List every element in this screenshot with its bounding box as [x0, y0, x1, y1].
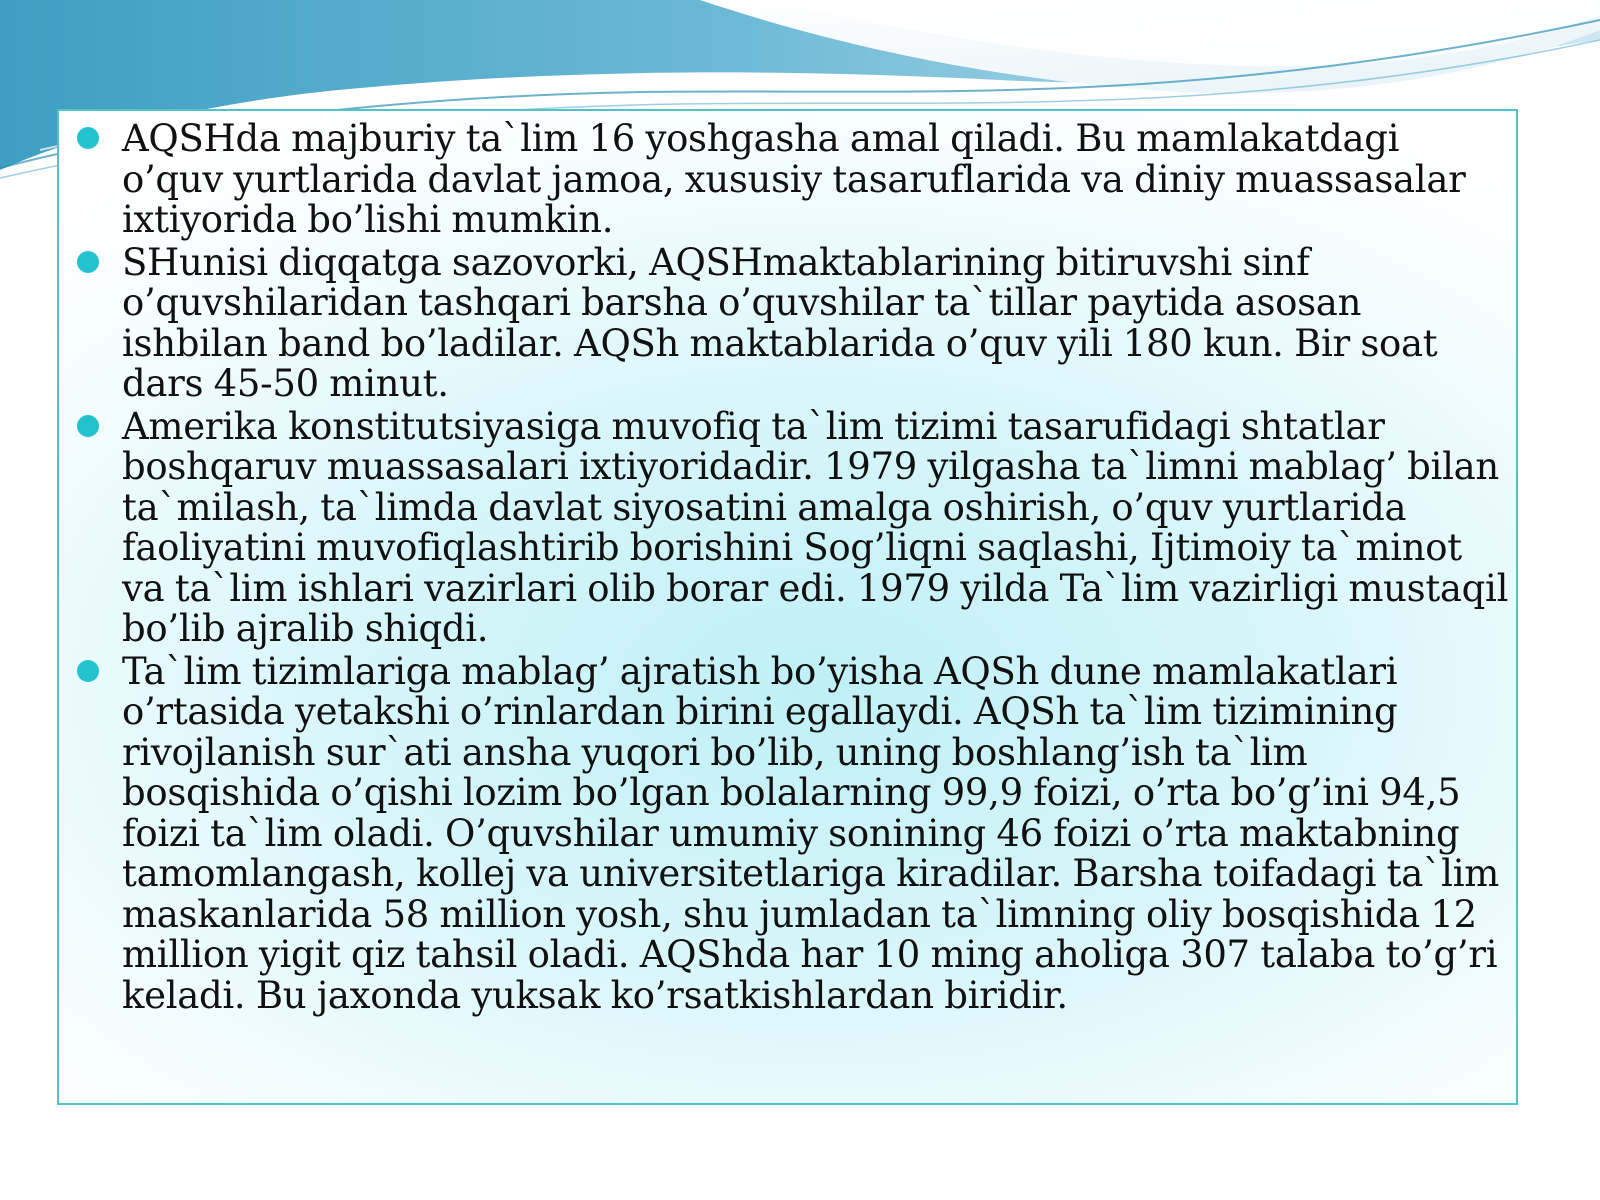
bullet-item [59, 649, 1520, 1017]
bullet-text: Ta`lim tizimlariga mablag’ ajratish bo’yisha AQSh dune mamlakatlari o’rtasida yetakshi o’rinlardan birini egallaydi. AQSh ta`lim tizimining rivojlanish sur`ati ansha yuqori bo’lib, uning boshlang’ish ta`lim bosqishida o’qishi lozim bo’lgan bolalarning 99,9 foizi, o’rta bo’g’ini 94,5 foizi ta`lim oladi. O’quvshilar umumiy sonining 46 foizi o’rta maktabning tamomlangash, kollej va universitetlariga kiradilar. Barsha toifadagi ta`lim maskanlarida 58 million yosh, shu jumladan ta`limning oliy bosqishida 12 million yigit qiz tahsil oladi. AQShda har 10 ming aholiga 307 talaba to’g’ri keladi. Bu jaxonda yuksak ko’rsatkishlardan biridir. [122, 649, 1500, 1017]
bullet-item [59, 404, 1520, 650]
bullet-item [59, 119, 1520, 241]
bullet-dot-icon [77, 660, 99, 682]
bullet-text: AQSHda majburiy ta`lim 16 yoshgasha amal qiladi. Bu mamlakatdagi o’quv yurtlarida davlat jamoa, xususiy tasaruflarida va diniy muassasalar ixtiyorida bo’lishi mumkin. [122, 117, 1466, 241]
bullet-item [59, 240, 1520, 405]
content-box [57, 109, 1518, 1105]
bullet-dot-icon [77, 251, 99, 273]
bullet-dot-icon [77, 415, 99, 437]
bullet-dot-icon [77, 127, 99, 149]
bullet-list [59, 119, 1520, 1018]
bullet-text: Amerika konstitutsiyasiga muvofiq ta`lim tizimi tasarufidagi shtatlar boshqaruv muassasalari ixtiyoridadir. 1979 yilgasha ta`limni mablag’ bilan ta`milash, ta`limda davlat siyosatini amalga oshirish, o’quv yurtlarida faoliyatini muvofiqlashtirib borishini Sog’liqni saqlashi, Ijtimoiy ta`minot va ta`lim ishlari vazirlari olib borar edi. 1979 yilda Ta`lim vazirligi mustaqil bo’lib ajralib shiqdi. [122, 404, 1509, 650]
bullet-text: SHunisi diqqatga sazovorki, AQSHmaktablarining bitiruvshi sinf o’quvshilaridan tashqari barsha o’quvshilar ta`tillar paytida asosan ishbilan band bo’ladilar. AQSh maktablarida o’quv yili 180 kun. Bir soat dars 45-50 minut. [122, 240, 1438, 405]
